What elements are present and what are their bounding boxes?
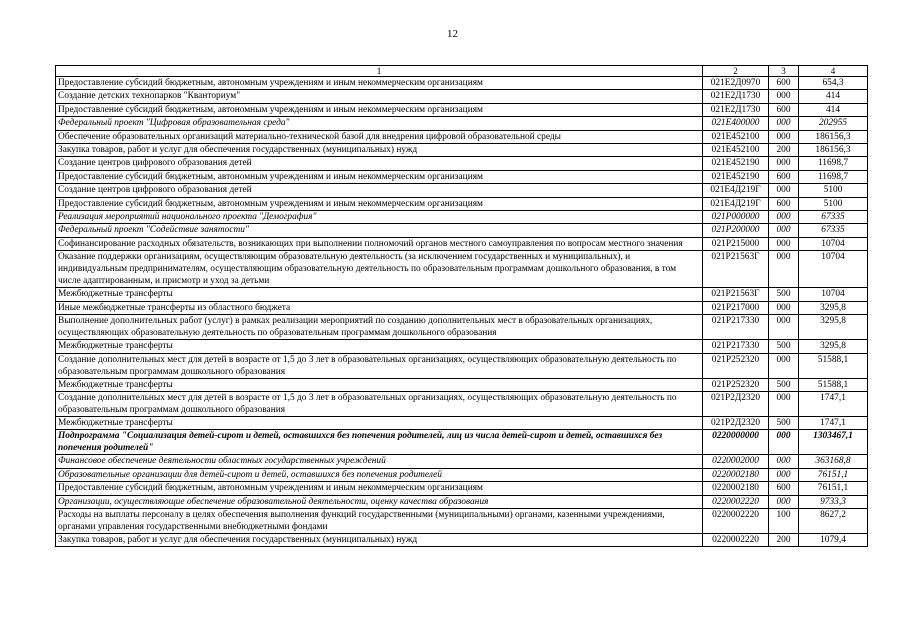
table-row bbox=[56, 90, 868, 103]
row-name-cell: Межбюджетные трансферты bbox=[56, 288, 703, 301]
row-type-cell: 600 bbox=[769, 170, 799, 183]
table-row bbox=[56, 301, 868, 314]
row-amount-cell: 5100 bbox=[799, 197, 868, 210]
header-col-3: 3 bbox=[769, 66, 799, 77]
row-type-cell: 000 bbox=[769, 224, 799, 237]
row-type-cell: 000 bbox=[769, 130, 799, 143]
row-name-cell: Межбюджетные трансферты bbox=[56, 340, 703, 353]
row-code-cell: 0220002220 bbox=[703, 533, 769, 546]
row-amount-cell: 186156,3 bbox=[799, 144, 868, 157]
row-amount-cell: 76151,1 bbox=[799, 482, 868, 495]
table-row bbox=[56, 340, 868, 353]
table-row bbox=[56, 508, 868, 533]
table-row bbox=[56, 170, 868, 183]
row-name-cell: Создание дополнительных мест для детей в возрасте от 1,5 до 3 лет в образовательных организациях, осуществляющих образовательную деятельность по образовательным программам дошкольного образования bbox=[56, 353, 703, 378]
table-row bbox=[56, 224, 868, 237]
row-amount-cell: 3295,8 bbox=[799, 315, 868, 340]
table-row bbox=[56, 288, 868, 301]
row-name-cell: Закупка товаров, работ и услуг для обеспечения государственных (муниципальных) нужд bbox=[56, 533, 703, 546]
row-amount-cell: 11698,7 bbox=[799, 157, 868, 170]
row-amount-cell: 67335 bbox=[799, 211, 868, 224]
row-name-cell: Предоставление субсидий бюджетным, автономным учреждениям и иным некоммерческим организациям bbox=[56, 170, 703, 183]
row-code-cell: 021Е4Д219Г bbox=[703, 197, 769, 210]
row-name-cell: Федеральный проект "Содействие занятости" bbox=[56, 224, 703, 237]
row-type-cell: 600 bbox=[769, 197, 799, 210]
row-name-cell: Образовательные организации для детей-сирот и детей, оставшихся без попечения родителей bbox=[56, 468, 703, 481]
row-name-cell: Реализация мероприятий национального проекта "Демография" bbox=[56, 211, 703, 224]
row-amount-cell: 363168,8 bbox=[799, 455, 868, 468]
row-code-cell: 021Р217000 bbox=[703, 301, 769, 314]
row-type-cell: 000 bbox=[769, 251, 799, 288]
row-amount-cell: 202955 bbox=[799, 117, 868, 130]
row-name-cell: Предоставление субсидий бюджетным, автономным учреждениям и иным некоммерческим организациям bbox=[56, 197, 703, 210]
row-type-cell: 000 bbox=[769, 237, 799, 250]
row-name-cell: Обеспечение образовательных организаций материально-технической базой для внедрения цифровой образовательной среды bbox=[56, 130, 703, 143]
budget-table-body bbox=[56, 66, 868, 547]
row-code-cell: 021Е452100 bbox=[703, 130, 769, 143]
row-type-cell: 000 bbox=[769, 430, 799, 455]
row-amount-cell: 414 bbox=[799, 90, 868, 103]
row-type-cell: 500 bbox=[769, 378, 799, 391]
row-amount-cell: 67335 bbox=[799, 224, 868, 237]
row-amount-cell: 3295,8 bbox=[799, 301, 868, 314]
row-name-cell: Предоставление субсидий бюджетным, автономным учреждениям и иным некоммерческим организациям bbox=[56, 103, 703, 116]
table-row bbox=[56, 117, 868, 130]
table-row bbox=[56, 184, 868, 197]
row-code-cell: 021Р252320 bbox=[703, 378, 769, 391]
row-type-cell: 000 bbox=[769, 117, 799, 130]
row-amount-cell: 8627,2 bbox=[799, 508, 868, 533]
row-amount-cell: 654,3 bbox=[799, 77, 868, 90]
row-type-cell: 000 bbox=[769, 495, 799, 508]
row-code-cell: 021Р21563Г bbox=[703, 251, 769, 288]
table-row bbox=[56, 211, 868, 224]
row-type-cell: 000 bbox=[769, 391, 799, 416]
header-col-2: 2 bbox=[703, 66, 769, 77]
row-name-cell: Иные межбюджетные трансферты из областного бюджета bbox=[56, 301, 703, 314]
table-row bbox=[56, 378, 868, 391]
table-row bbox=[56, 77, 868, 90]
table-row bbox=[56, 430, 868, 455]
row-name-cell: Создание детских технопарков "Кванториум" bbox=[56, 90, 703, 103]
row-amount-cell: 414 bbox=[799, 103, 868, 116]
row-type-cell: 100 bbox=[769, 508, 799, 533]
header-col-4: 4 bbox=[799, 66, 868, 77]
table-header-row bbox=[56, 66, 868, 77]
row-code-cell: 021Р217330 bbox=[703, 340, 769, 353]
table-row bbox=[56, 495, 868, 508]
row-name-cell: Закупка товаров, работ и услуг для обеспечения государственных (муниципальных) нужд bbox=[56, 144, 703, 157]
row-code-cell: 0220002220 bbox=[703, 508, 769, 533]
row-type-cell: 000 bbox=[769, 90, 799, 103]
row-amount-cell: 186156,3 bbox=[799, 130, 868, 143]
row-type-cell: 200 bbox=[769, 533, 799, 546]
row-amount-cell: 1747,1 bbox=[799, 416, 868, 429]
row-amount-cell: 51588,1 bbox=[799, 378, 868, 391]
row-amount-cell: 5100 bbox=[799, 184, 868, 197]
row-type-cell: 000 bbox=[769, 211, 799, 224]
row-name-cell: Создание дополнительных мест для детей в возрасте от 1,5 до 3 лет в образовательных организациях, осуществляющих образовательную деятельность по образовательным программам дошкольного образования bbox=[56, 391, 703, 416]
row-code-cell: 021Е2Д1730 bbox=[703, 90, 769, 103]
row-name-cell: Предоставление субсидий бюджетным, автономным учреждениям и иным некоммерческим организациям bbox=[56, 77, 703, 90]
row-name-cell: Расходы на выплаты персоналу в целях обеспечения выполнения функций государственными (муниципальными) органами, казенными учреждениями, органами управления государственными внебюджетными фондами bbox=[56, 508, 703, 533]
row-amount-cell: 11698,7 bbox=[799, 170, 868, 183]
row-amount-cell: 76151,1 bbox=[799, 468, 868, 481]
row-amount-cell: 10704 bbox=[799, 237, 868, 250]
row-type-cell: 000 bbox=[769, 184, 799, 197]
row-code-cell: 021Е452190 bbox=[703, 170, 769, 183]
row-code-cell: 021Р2Д2320 bbox=[703, 391, 769, 416]
row-name-cell: Организации, осуществляющие обеспечение образовательной деятельности, оценку качества образования bbox=[56, 495, 703, 508]
row-code-cell: 021Р217330 bbox=[703, 315, 769, 340]
row-name-cell: Софинансирование расходных обязательств, возникающих при выполнении полномочий органов местного самоуправления по вопросам местного значения bbox=[56, 237, 703, 250]
row-name-cell: Создание центров цифрового образования детей bbox=[56, 184, 703, 197]
row-amount-cell: 1303467,1 bbox=[799, 430, 868, 455]
row-amount-cell: 51588,1 bbox=[799, 353, 868, 378]
row-code-cell: 0220002220 bbox=[703, 495, 769, 508]
row-type-cell: 600 bbox=[769, 482, 799, 495]
table-row bbox=[56, 237, 868, 250]
row-name-cell: Финансовое обеспечение деятельности областных государственных учреждений bbox=[56, 455, 703, 468]
row-code-cell: 021Е452190 bbox=[703, 157, 769, 170]
row-name-cell: Предоставление субсидий бюджетным, автономным учреждениям и иным некоммерческим организациям bbox=[56, 482, 703, 495]
row-code-cell: 021Р200000 bbox=[703, 224, 769, 237]
table-row bbox=[56, 103, 868, 116]
row-amount-cell: 9733,3 bbox=[799, 495, 868, 508]
row-amount-cell: 1079,4 bbox=[799, 533, 868, 546]
row-type-cell: 000 bbox=[769, 455, 799, 468]
row-name-cell: Подпрограмма "Социализация детей-сирот и детей, оставшихся без попечения родителей, лиц из числа детей-сирот и детей, оставшихся без попечения родителей" bbox=[56, 430, 703, 455]
table-row bbox=[56, 157, 868, 170]
row-code-cell: 0220000000 bbox=[703, 430, 769, 455]
row-type-cell: 600 bbox=[769, 103, 799, 116]
table-row bbox=[56, 468, 868, 481]
table-row bbox=[56, 315, 868, 340]
row-code-cell: 021Р21563Г bbox=[703, 288, 769, 301]
row-code-cell: 021Е452100 bbox=[703, 144, 769, 157]
row-code-cell: 0220002180 bbox=[703, 482, 769, 495]
row-name-cell: Федеральный проект "Цифровая образовательная среда" bbox=[56, 117, 703, 130]
table-row bbox=[56, 353, 868, 378]
budget-table bbox=[55, 65, 868, 547]
table-row bbox=[56, 533, 868, 546]
row-type-cell: 000 bbox=[769, 353, 799, 378]
row-code-cell: 021Р000000 bbox=[703, 211, 769, 224]
row-code-cell: 021Р252320 bbox=[703, 353, 769, 378]
table-row bbox=[56, 391, 868, 416]
table-row bbox=[56, 482, 868, 495]
row-type-cell: 500 bbox=[769, 416, 799, 429]
row-amount-cell: 1747,1 bbox=[799, 391, 868, 416]
row-name-cell: Оказание поддержки организациям, осуществляющим образовательную деятельность (за исключением государственных и муниципальных), и индивидуальным предпринимателям, осуществляющим образовательную деятельность по образовательным программам дошкольного образования, в том числе адаптированным, и присмотр и уход за детьми bbox=[56, 251, 703, 288]
row-name-cell: Создание центров цифрового образования детей bbox=[56, 157, 703, 170]
row-type-cell: 000 bbox=[769, 315, 799, 340]
row-amount-cell: 3295,8 bbox=[799, 340, 868, 353]
table-row bbox=[56, 251, 868, 288]
table-row bbox=[56, 416, 868, 429]
table-row bbox=[56, 455, 868, 468]
row-type-cell: 000 bbox=[769, 468, 799, 481]
row-type-cell: 500 bbox=[769, 340, 799, 353]
row-code-cell: 021Р2Д2320 bbox=[703, 416, 769, 429]
row-code-cell: 021Р215000 bbox=[703, 237, 769, 250]
row-type-cell: 600 bbox=[769, 77, 799, 90]
row-name-cell: Выполнение дополнительных работ (услуг) в рамках реализации мероприятий по созданию дополнительных мест в образовательных организациях, осуществляющих образовательную деятельность по образовательным программам дошкольного образования bbox=[56, 315, 703, 340]
row-amount-cell: 10704 bbox=[799, 288, 868, 301]
row-type-cell: 200 bbox=[769, 144, 799, 157]
row-code-cell: 021Е4Д219Г bbox=[703, 184, 769, 197]
row-code-cell: 0220002000 bbox=[703, 455, 769, 468]
row-name-cell: Межбюджетные трансферты bbox=[56, 416, 703, 429]
row-name-cell: Межбюджетные трансферты bbox=[56, 378, 703, 391]
row-type-cell: 000 bbox=[769, 157, 799, 170]
row-amount-cell: 10704 bbox=[799, 251, 868, 288]
row-type-cell: 000 bbox=[769, 301, 799, 314]
page-number: 12 bbox=[447, 28, 458, 40]
row-code-cell: 021Е400000 bbox=[703, 117, 769, 130]
row-code-cell: 021Е2Д0970 bbox=[703, 77, 769, 90]
table-row bbox=[56, 197, 868, 210]
row-code-cell: 0220002180 bbox=[703, 468, 769, 481]
row-code-cell: 021Е2Д1730 bbox=[703, 103, 769, 116]
table-row bbox=[56, 144, 868, 157]
table-row bbox=[56, 130, 868, 143]
row-type-cell: 500 bbox=[769, 288, 799, 301]
header-col-1: 1 bbox=[56, 66, 703, 77]
